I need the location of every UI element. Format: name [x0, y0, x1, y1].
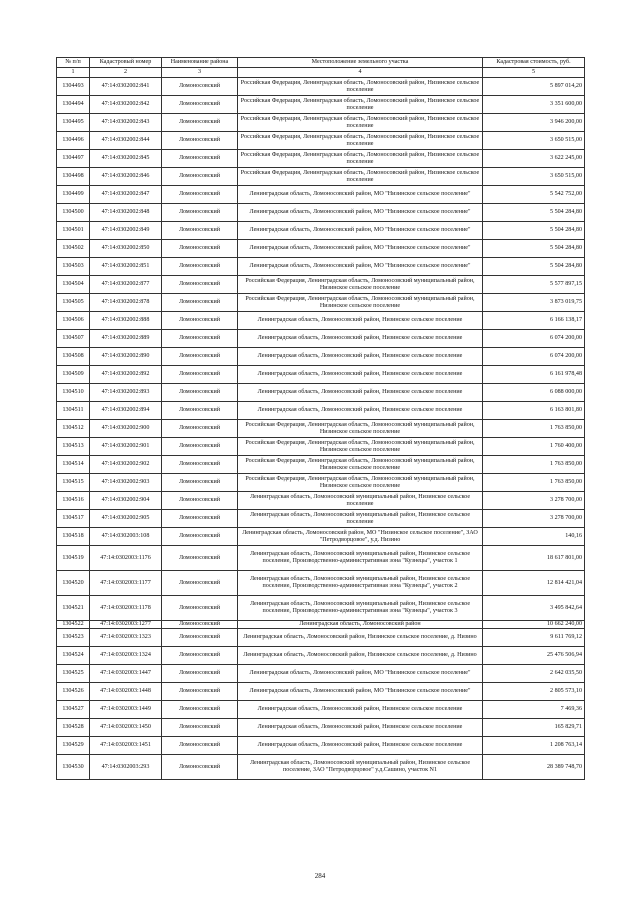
row-number: 1304502	[57, 240, 90, 258]
row-number: 1304527	[57, 701, 90, 719]
location: Ленинградская область, Ломоносовский район, Низинское сельское поселение	[238, 312, 483, 330]
cadastral-number: 47:14:0302002:842	[90, 96, 162, 114]
row-number: 1304507	[57, 330, 90, 348]
cadastral-value: 3 351 600,00	[483, 96, 585, 114]
district-name: Ломоносовский	[162, 683, 238, 701]
district-name: Ломоносовский	[162, 96, 238, 114]
column-number: 4	[238, 68, 483, 78]
cadastral-number: 47:14:0302002:877	[90, 276, 162, 294]
cadastral-number: 47:14:0302002:851	[90, 258, 162, 276]
cadastral-value: 25 476 506,94	[483, 647, 585, 665]
district-name: Ломоносовский	[162, 186, 238, 204]
row-number: 1304529	[57, 737, 90, 755]
cadastral-number: 47:14:0302002:892	[90, 366, 162, 384]
cadastral-number: 47:14:0302002:890	[90, 348, 162, 366]
location: Российская Федерация, Ленинградская область, Ломоносовский муниципальный район, Низинское сельское поселение	[238, 438, 483, 456]
district-name: Ломоносовский	[162, 384, 238, 402]
cadastral-number: 47:14:0302002:847	[90, 186, 162, 204]
cadastral-value: 1 763 850,00	[483, 420, 585, 438]
cadastral-value: 2 642 035,50	[483, 665, 585, 683]
row-number: 1304497	[57, 150, 90, 168]
cadastral-value: 28 389 748,70	[483, 755, 585, 780]
header-district: Наименование района	[162, 58, 238, 68]
location: Российская Федерация, Ленинградская область, Ломоносовский муниципальный район, Низинское сельское поселение	[238, 456, 483, 474]
table-row	[57, 276, 585, 294]
table-row	[57, 348, 585, 366]
row-number: 1304509	[57, 366, 90, 384]
header-number: № п/п	[57, 58, 90, 68]
cadastral-value: 18 617 801,00	[483, 546, 585, 571]
cadastral-value: 3 622 245,00	[483, 150, 585, 168]
cadastral-number: 47:14:0302003:1449	[90, 701, 162, 719]
row-number: 1304498	[57, 168, 90, 186]
cadastral-number: 47:14:0302003:1448	[90, 683, 162, 701]
district-name: Ломоносовский	[162, 258, 238, 276]
location: Ленинградская область, Ломоносовский муниципальный район, Низинское сельское поселение, Производственно-административная зона "Кузнецы", участок 1	[238, 546, 483, 571]
cadastral-value: 6 166 138,17	[483, 312, 585, 330]
row-number: 1304525	[57, 665, 90, 683]
table-row	[57, 492, 585, 510]
cadastral-value: 5 897 014,20	[483, 78, 585, 96]
cadastral-value: 3 495 842,64	[483, 596, 585, 621]
table-row	[57, 150, 585, 168]
row-number: 1304501	[57, 222, 90, 240]
row-number: 1304520	[57, 571, 90, 596]
cadastral-number: 47:14:0302002:841	[90, 78, 162, 96]
location: Ленинградская область, Ломоносовский район, МО "Низинское сельское поселение"	[238, 683, 483, 701]
cadastral-value: 3 278 700,00	[483, 510, 585, 528]
table-row	[57, 665, 585, 683]
row-number: 1304494	[57, 96, 90, 114]
cadastral-number: 47:14:0302002:843	[90, 114, 162, 132]
location: Ленинградская область, Ломоносовский район, МО "Низинское сельское поселение"	[238, 665, 483, 683]
cadastral-value: 5 504 284,80	[483, 204, 585, 222]
cadastral-value: 1 763 850,00	[483, 474, 585, 492]
location: Ленинградская область, Ломоносовский муниципальный район, Низинское сельское поселение, ЗАО "Петродворцовое" у.д.Сашино, участок N1	[238, 755, 483, 780]
district-name: Ломоносовский	[162, 665, 238, 683]
location: Ленинградская область, Ломоносовский район, Низинское сельское поселение	[238, 348, 483, 366]
district-name: Ломоносовский	[162, 647, 238, 665]
row-number: 1304528	[57, 719, 90, 737]
location: Ленинградская область, Ломоносовский район, Низинское сельское поселение, д. Низино	[238, 647, 483, 665]
cadastral-value: 3 946 200,00	[483, 114, 585, 132]
cadastral-value: 6 074 200,00	[483, 330, 585, 348]
table-row	[57, 96, 585, 114]
column-number: 5	[483, 68, 585, 78]
district-name: Ломоносовский	[162, 492, 238, 510]
location: Ленинградская область, Ломоносовский муниципальный район, Низинское сельское поселение	[238, 492, 483, 510]
location: Российская Федерация, Ленинградская область, Ломоносовский район, Низинское сельское поселение	[238, 168, 483, 186]
location: Ленинградская область, Ломоносовский район, МО "Низинское сельское поселение"	[238, 186, 483, 204]
row-number: 1304508	[57, 348, 90, 366]
location: Российская Федерация, Ленинградская область, Ломоносовский муниципальный район, Низинское сельское поселение	[238, 294, 483, 312]
table-row	[57, 204, 585, 222]
cadastral-value: 3 650 515,00	[483, 132, 585, 150]
table-row	[57, 330, 585, 348]
location: Ленинградская область, Ломоносовский район, Низинское сельское поселение	[238, 701, 483, 719]
cadastral-number: 47:14:0302002:893	[90, 384, 162, 402]
district-name: Ломоносовский	[162, 719, 238, 737]
cadastral-number: 47:14:0302003:1450	[90, 719, 162, 737]
column-number: 2	[90, 68, 162, 78]
district-name: Ломоносовский	[162, 240, 238, 258]
district-name: Ломоносовский	[162, 204, 238, 222]
table-row	[57, 132, 585, 150]
row-number: 1304493	[57, 78, 90, 96]
row-number: 1304513	[57, 438, 90, 456]
cadastral-number: 47:14:0302002:889	[90, 330, 162, 348]
row-number: 1304524	[57, 647, 90, 665]
location: Ленинградская область, Ломоносовский район, МО "Низинское сельское поселение"	[238, 222, 483, 240]
district-name: Ломоносовский	[162, 621, 238, 629]
table-row	[57, 546, 585, 571]
cadastral-number: 47:14:0302002:844	[90, 132, 162, 150]
cadastral-number: 47:14:0302003:108	[90, 528, 162, 546]
row-number: 1304506	[57, 312, 90, 330]
location: Ленинградская область, Ломоносовский муниципальный район, Низинское сельское поселение	[238, 510, 483, 528]
location: Российская Федерация, Ленинградская область, Ломоносовский район, Низинское сельское поселение	[238, 132, 483, 150]
table-row	[57, 755, 585, 780]
cadastral-value: 1 763 850,00	[483, 456, 585, 474]
location: Ленинградская область, Ломоносовский район, Низинское сельское поселение	[238, 330, 483, 348]
table-row	[57, 384, 585, 402]
cadastral-value: 6 088 000,00	[483, 384, 585, 402]
column-number-row	[57, 68, 585, 78]
table-row	[57, 510, 585, 528]
table-row	[57, 402, 585, 420]
cadastral-value: 6 074 200,00	[483, 348, 585, 366]
row-number: 1304512	[57, 420, 90, 438]
row-number: 1304499	[57, 186, 90, 204]
location: Ленинградская область, Ломоносовский район, МО "Низинское сельское поселение"	[238, 240, 483, 258]
district-name: Ломоносовский	[162, 510, 238, 528]
location: Ленинградская область, Ломоносовский район, Низинское сельское поселение	[238, 366, 483, 384]
location: Ленинградская область, Ломоносовский район, МО "Низинское сельское поселение"	[238, 204, 483, 222]
cadastral-number: 47:14:0302002:902	[90, 456, 162, 474]
cadastral-value: 3 278 700,00	[483, 492, 585, 510]
cadastral-number: 47:14:0302003:1178	[90, 596, 162, 621]
cadastral-number: 47:14:0302002:901	[90, 438, 162, 456]
row-number: 1304500	[57, 204, 90, 222]
location: Российская Федерация, Ленинградская область, Ломоносовский район, Низинское сельское поселение	[238, 150, 483, 168]
district-name: Ломоносовский	[162, 755, 238, 780]
row-number: 1304522	[57, 621, 90, 629]
row-number: 1304496	[57, 132, 90, 150]
cadastral-number: 47:14:0302002:888	[90, 312, 162, 330]
table-row	[57, 294, 585, 312]
row-number: 1304511	[57, 402, 90, 420]
location: Ленинградская область, Ломоносовский район, Низинское сельское поселение	[238, 384, 483, 402]
table-row	[57, 114, 585, 132]
cadastral-number: 47:14:0302002:905	[90, 510, 162, 528]
table-row	[57, 312, 585, 330]
cadastral-number: 47:14:0302003:1323	[90, 629, 162, 647]
cadastral-value: 5 542 752,00	[483, 186, 585, 204]
district-name: Ломоносовский	[162, 168, 238, 186]
district-name: Ломоносовский	[162, 366, 238, 384]
table-row	[57, 456, 585, 474]
column-number: 3	[162, 68, 238, 78]
cadastral-value: 7 469,36	[483, 701, 585, 719]
cadastral-number: 47:14:0302003:1177	[90, 571, 162, 596]
location: Ленинградская область, Ломоносовский район, Низинское сельское поселение	[238, 719, 483, 737]
district-name: Ломоносовский	[162, 276, 238, 294]
table-row	[57, 621, 585, 629]
table-row	[57, 222, 585, 240]
cadastral-value-table	[56, 57, 585, 780]
location: Российская Федерация, Ленинградская область, Ломоносовский район, Низинское сельское поселение	[238, 114, 483, 132]
row-number: 1304504	[57, 276, 90, 294]
cadastral-value: 9 611 769,12	[483, 629, 585, 647]
header-cadastral-value: Кадастровая стоимость, руб.	[483, 58, 585, 68]
row-number: 1304530	[57, 755, 90, 780]
cadastral-value: 5 504 284,80	[483, 240, 585, 258]
column-number: 1	[57, 68, 90, 78]
district-name: Ломоносовский	[162, 737, 238, 755]
cadastral-number: 47:14:0302002:900	[90, 420, 162, 438]
location: Российская Федерация, Ленинградская область, Ломоносовский муниципальный район, Низинское сельское поселение	[238, 420, 483, 438]
table-row	[57, 78, 585, 96]
row-number: 1304495	[57, 114, 90, 132]
district-name: Ломоносовский	[162, 312, 238, 330]
row-number: 1304503	[57, 258, 90, 276]
location: Ленинградская область, Ломоносовский район, Низинское сельское поселение	[238, 402, 483, 420]
location: Ленинградская область, Ломоносовский район, Низинское сельское поселение, д. Низино	[238, 629, 483, 647]
header-location: Местоположение земельного участка	[238, 58, 483, 68]
cadastral-number: 47:14:0302002:850	[90, 240, 162, 258]
location: Ленинградская область, Ломоносовский район	[238, 621, 483, 629]
cadastral-number: 47:14:0302002:849	[90, 222, 162, 240]
district-name: Ломоносовский	[162, 294, 238, 312]
cadastral-value: 6 163 801,80	[483, 402, 585, 420]
district-name: Ломоносовский	[162, 402, 238, 420]
cadastral-value: 5 577 897,15	[483, 276, 585, 294]
cadastral-value: 1 760 400,00	[483, 438, 585, 456]
district-name: Ломоносовский	[162, 596, 238, 621]
location: Ленинградская область, Ломоносовский район, МО "Низинское сельское поселение", ЗАО "Петродворцовое", у.д. Низино	[238, 528, 483, 546]
cadastral-value: 1 208 763,14	[483, 737, 585, 755]
table-row	[57, 420, 585, 438]
cadastral-value: 5 504 284,80	[483, 222, 585, 240]
row-number: 1304505	[57, 294, 90, 312]
table-row	[57, 528, 585, 546]
cadastral-number: 47:14:0302003:293	[90, 755, 162, 780]
table-row	[57, 474, 585, 492]
table-row	[57, 240, 585, 258]
cadastral-number: 47:14:0302003:1324	[90, 647, 162, 665]
location: Ленинградская область, Ломоносовский муниципальный район, Низинское сельское поселение, Производственно-административная зона "Кузнецы", участок 2	[238, 571, 483, 596]
table-row	[57, 168, 585, 186]
page-number: 284	[314, 872, 326, 880]
table-header	[57, 58, 585, 78]
cadastral-value: 165 829,71	[483, 719, 585, 737]
cadastral-value: 140,16	[483, 528, 585, 546]
cadastral-value: 5 504 284,80	[483, 258, 585, 276]
header-cadastral-number: Кадастровый номер	[90, 58, 162, 68]
cadastral-number: 47:14:0302002:894	[90, 402, 162, 420]
location: Ленинградская область, Ломоносовский район, МО "Низинское сельское поселение"	[238, 258, 483, 276]
cadastral-value: 10 662 240,00	[483, 621, 585, 629]
district-name: Ломоносовский	[162, 571, 238, 596]
row-number: 1304519	[57, 546, 90, 571]
district-name: Ломоносовский	[162, 474, 238, 492]
cadastral-number: 47:14:0302003:1447	[90, 665, 162, 683]
row-number: 1304521	[57, 596, 90, 621]
district-name: Ломоносовский	[162, 222, 238, 240]
table-row	[57, 719, 585, 737]
district-name: Ломоносовский	[162, 132, 238, 150]
district-name: Ломоносовский	[162, 114, 238, 132]
row-number: 1304510	[57, 384, 90, 402]
cadastral-number: 47:14:0302002:904	[90, 492, 162, 510]
cadastral-number: 47:14:0302003:1451	[90, 737, 162, 755]
district-name: Ломоносовский	[162, 701, 238, 719]
table-row	[57, 571, 585, 596]
cadastral-number: 47:14:0302003:1176	[90, 546, 162, 571]
row-number: 1304518	[57, 528, 90, 546]
table-body	[57, 78, 585, 780]
location: Российская Федерация, Ленинградская область, Ломоносовский район, Низинское сельское поселение	[238, 78, 483, 96]
table-row	[57, 737, 585, 755]
location: Ленинградская область, Ломоносовский район, Низинское сельское поселение	[238, 737, 483, 755]
row-number: 1304515	[57, 474, 90, 492]
header-row	[57, 58, 585, 68]
district-name: Ломоносовский	[162, 78, 238, 96]
district-name: Ломоносовский	[162, 546, 238, 571]
table-row	[57, 596, 585, 621]
row-number: 1304526	[57, 683, 90, 701]
cadastral-number: 47:14:0302002:845	[90, 150, 162, 168]
district-name: Ломоносовский	[162, 420, 238, 438]
cadastral-value: 2 805 573,10	[483, 683, 585, 701]
table-row	[57, 438, 585, 456]
cadastral-number: 47:14:0302003:1277	[90, 621, 162, 629]
district-name: Ломоносовский	[162, 330, 238, 348]
table-row	[57, 701, 585, 719]
cadastral-value: 3 650 515,00	[483, 168, 585, 186]
table-row	[57, 683, 585, 701]
row-number: 1304523	[57, 629, 90, 647]
cadastral-number: 47:14:0302002:848	[90, 204, 162, 222]
location: Российская Федерация, Ленинградская область, Ломоносовский муниципальный район, Низинское сельское поселение	[238, 474, 483, 492]
district-name: Ломоносовский	[162, 348, 238, 366]
location: Российская Федерация, Ленинградская область, Ломоносовский муниципальный район, Низинское сельское поселение	[238, 276, 483, 294]
location: Ленинградская область, Ломоносовский муниципальный район, Низинское сельское поселение, Производственно-административная зона "Кузнецы", участок 3	[238, 596, 483, 621]
table-row	[57, 629, 585, 647]
cadastral-number: 47:14:0302002:878	[90, 294, 162, 312]
cadastral-number: 47:14:0302002:903	[90, 474, 162, 492]
table-row	[57, 366, 585, 384]
cadastral-value: 6 161 978,48	[483, 366, 585, 384]
district-name: Ломоносовский	[162, 528, 238, 546]
district-name: Ломоносовский	[162, 438, 238, 456]
location: Российская Федерация, Ленинградская область, Ломоносовский район, Низинское сельское поселение	[238, 96, 483, 114]
district-name: Ломоносовский	[162, 456, 238, 474]
row-number: 1304516	[57, 492, 90, 510]
cadastral-number: 47:14:0302002:846	[90, 168, 162, 186]
row-number: 1304517	[57, 510, 90, 528]
district-name: Ломоносовский	[162, 629, 238, 647]
table-row	[57, 186, 585, 204]
row-number: 1304514	[57, 456, 90, 474]
district-name: Ломоносовский	[162, 150, 238, 168]
cadastral-value: 3 873 019,75	[483, 294, 585, 312]
cadastral-value: 12 814 421,04	[483, 571, 585, 596]
table-row	[57, 258, 585, 276]
table-row	[57, 647, 585, 665]
